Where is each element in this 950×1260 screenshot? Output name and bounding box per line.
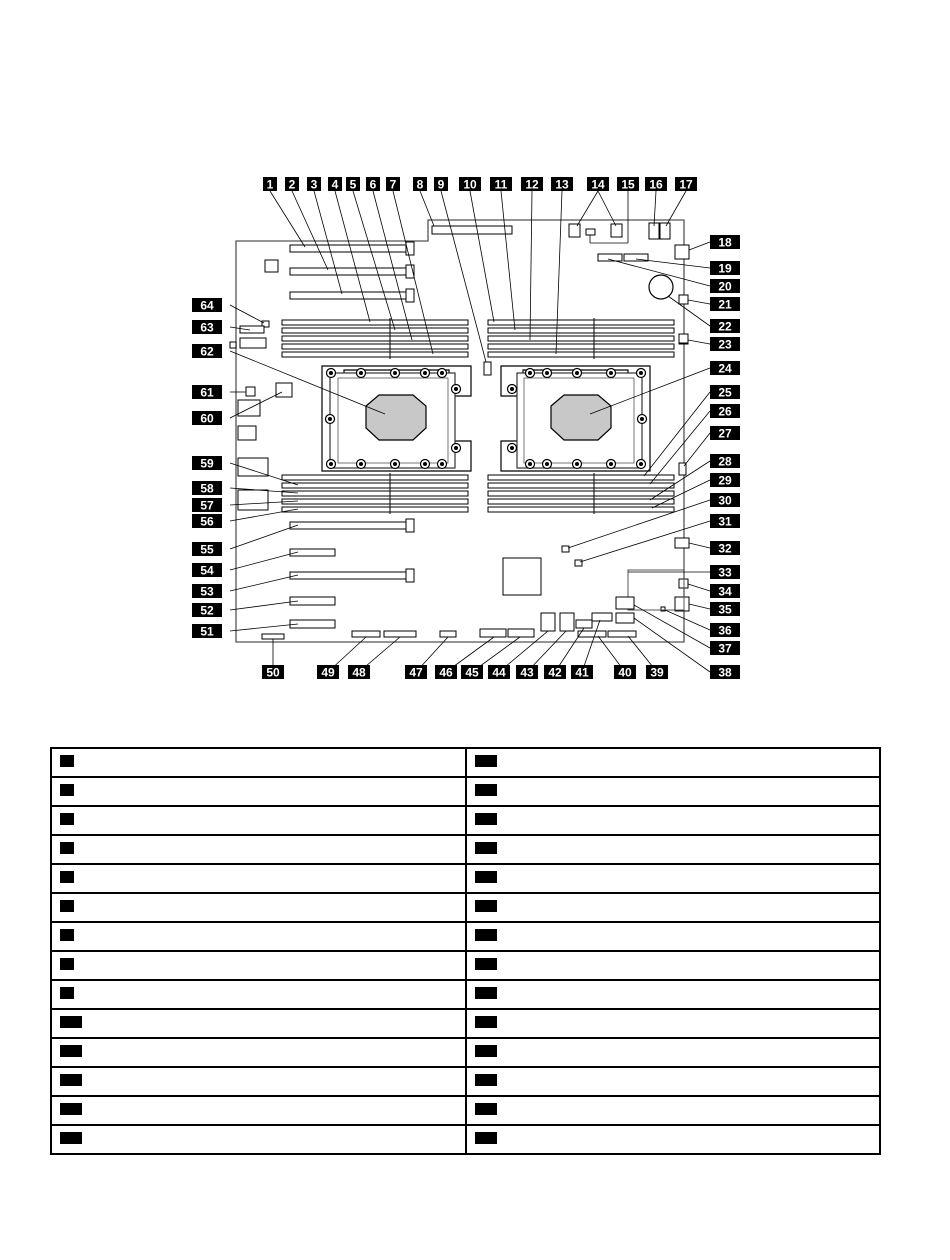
legend-badge-21: [475, 929, 497, 941]
svg-text:15: 15: [621, 177, 635, 192]
callout-51: [192, 624, 222, 639]
legend-cell: [466, 922, 881, 951]
callout-33: [710, 565, 740, 580]
legend-badge-3: [60, 813, 74, 825]
svg-text:45: 45: [465, 665, 479, 680]
legend-badge-26: [475, 1074, 497, 1086]
chipset: [503, 558, 541, 595]
callout-28: [710, 454, 740, 469]
legend-badge-9: [60, 987, 74, 999]
svg-text:58: 58: [200, 481, 214, 496]
legend-badge-7: [60, 929, 74, 941]
callout-27: [710, 426, 740, 441]
legend-row: [51, 893, 880, 922]
legend-cell: [51, 893, 466, 922]
callout-56: [192, 514, 222, 529]
callout-37: [710, 641, 740, 656]
svg-text:5: 5: [349, 177, 357, 192]
svg-text:48: 48: [352, 665, 366, 680]
legend-cell: [466, 777, 881, 806]
callout-41: [571, 665, 593, 680]
svg-text:26: 26: [718, 404, 732, 419]
svg-text:28: 28: [718, 454, 732, 469]
legend-badge-23: [475, 987, 497, 999]
svg-text:44: 44: [492, 665, 506, 680]
svg-text:33: 33: [718, 565, 732, 580]
legend-cell: [51, 980, 466, 1009]
legend-badge-19: [475, 871, 497, 883]
callout-49: [317, 665, 339, 680]
callout-63: [192, 320, 222, 335]
dimm-bank-lower-left: [282, 473, 468, 514]
callout-42: [544, 665, 566, 680]
svg-text:1: 1: [266, 177, 274, 192]
svg-text:9: 9: [437, 177, 445, 192]
svg-text:47: 47: [409, 665, 423, 680]
callout-48: [348, 665, 370, 680]
svg-text:17: 17: [679, 177, 693, 192]
legend-cell: [466, 1067, 881, 1096]
svg-text:42: 42: [548, 665, 562, 680]
svg-text:40: 40: [618, 665, 632, 680]
svg-text:37: 37: [718, 641, 732, 656]
svg-text:11: 11: [494, 177, 508, 192]
svg-text:18: 18: [718, 235, 732, 250]
svg-text:7: 7: [389, 177, 397, 192]
legend-badge-4: [60, 842, 74, 854]
legend-badge-11: [60, 1045, 82, 1057]
svg-text:61: 61: [200, 385, 214, 400]
callout-26: [710, 404, 740, 419]
legend-badge-1: [60, 755, 74, 767]
svg-text:27: 27: [718, 426, 732, 441]
legend-cell: [51, 835, 466, 864]
dimm-bank-upper-left: [282, 318, 468, 359]
svg-text:52: 52: [200, 603, 214, 618]
legend-row: [51, 1038, 880, 1067]
legend-badge-16: [475, 784, 497, 796]
svg-text:16: 16: [649, 177, 663, 192]
callout-15: [617, 177, 639, 192]
svg-text:63: 63: [200, 320, 214, 335]
svg-text:34: 34: [718, 584, 732, 599]
legend-badge-18: [475, 842, 497, 854]
legend-cell: [466, 893, 881, 922]
legend-cell: [51, 1096, 466, 1125]
callout-62: [192, 344, 222, 359]
svg-text:49: 49: [321, 665, 335, 680]
svg-text:38: 38: [718, 665, 732, 680]
battery: [649, 275, 673, 299]
callout-13: [551, 177, 573, 192]
callout-10: [459, 177, 481, 192]
svg-text:36: 36: [718, 623, 732, 638]
svg-text:21: 21: [718, 297, 732, 312]
legend-cell: [466, 980, 881, 1009]
callout-43: [516, 665, 538, 680]
callout-5: [346, 177, 360, 192]
legend-row: [51, 1067, 880, 1096]
callout-64: [192, 298, 222, 313]
callout-8: [413, 177, 427, 192]
callout-34: [710, 584, 740, 599]
cpu-left: [366, 395, 426, 440]
svg-text:59: 59: [200, 456, 214, 471]
callout-16: [645, 177, 667, 192]
legend-row: [51, 951, 880, 980]
svg-text:20: 20: [718, 279, 732, 294]
svg-text:12: 12: [525, 177, 539, 192]
callout-54: [192, 563, 222, 578]
callout-60: [192, 411, 222, 426]
legend-row: [51, 748, 880, 777]
dimm-bank-upper-right: [488, 318, 674, 359]
svg-text:41: 41: [575, 665, 589, 680]
callout-9: [434, 177, 448, 192]
callout-22: [710, 319, 740, 334]
svg-text:46: 46: [439, 665, 453, 680]
callout-40: [614, 665, 636, 680]
legend-cell: [466, 806, 881, 835]
dimm-bank-lower-right: [488, 473, 674, 514]
pcie-slots-top: [290, 242, 414, 302]
svg-text:3: 3: [310, 177, 318, 192]
svg-text:56: 56: [200, 514, 214, 529]
callout-23: [710, 337, 740, 352]
svg-text:53: 53: [200, 584, 214, 599]
legend-badge-27: [475, 1103, 497, 1115]
svg-text:29: 29: [718, 473, 732, 488]
callout-31: [710, 514, 740, 529]
svg-text:55: 55: [200, 542, 214, 557]
callout-61: [192, 385, 222, 400]
callout-30: [710, 493, 740, 508]
legend-badge-15: [475, 755, 497, 767]
callout-44: [488, 665, 510, 680]
callout-53: [192, 584, 222, 599]
legend-cell: [51, 748, 466, 777]
legend-cell: [466, 1009, 881, 1038]
legend-badge-22: [475, 958, 497, 970]
svg-text:39: 39: [650, 665, 664, 680]
callout-25: [710, 385, 740, 400]
callout-3: [307, 177, 321, 192]
svg-text:35: 35: [718, 602, 732, 617]
legend-row: [51, 1009, 880, 1038]
legend-row: [51, 777, 880, 806]
legend-cell: [51, 1009, 466, 1038]
svg-text:24: 24: [718, 361, 732, 376]
callout-7: [386, 177, 400, 192]
legend-cell: [466, 1096, 881, 1125]
callouts-bottom: [262, 665, 668, 680]
legend-row: [51, 835, 880, 864]
svg-text:13: 13: [555, 177, 569, 192]
legend-cell: [466, 864, 881, 893]
svg-text:64: 64: [200, 298, 214, 313]
callout-32: [710, 541, 740, 556]
svg-text:60: 60: [200, 411, 214, 426]
callout-1: [263, 177, 277, 192]
callout-18: [710, 235, 740, 250]
callout-21: [710, 297, 740, 312]
legend-cell: [466, 835, 881, 864]
callout-58: [192, 481, 222, 496]
legend-row: [51, 864, 880, 893]
svg-text:25: 25: [718, 385, 732, 400]
legend-badge-5: [60, 871, 74, 883]
legend-badge-13: [60, 1103, 82, 1115]
callouts-left: [192, 298, 222, 639]
legend-row: [51, 806, 880, 835]
legend-cell: [51, 864, 466, 893]
callout-55: [192, 542, 222, 557]
power-connector-top: [432, 226, 512, 234]
callout-6: [366, 177, 380, 192]
callout-29: [710, 473, 740, 488]
legend-badge-8: [60, 958, 74, 970]
svg-text:31: 31: [718, 514, 732, 529]
svg-text:14: 14: [591, 177, 605, 192]
svg-text:19: 19: [718, 261, 732, 276]
callout-12: [521, 177, 543, 192]
callout-4: [328, 177, 342, 192]
svg-text:10: 10: [463, 177, 477, 192]
callout-24: [710, 361, 740, 376]
callout-38: [710, 665, 740, 680]
legend-cell: [466, 1125, 881, 1154]
legend-badge-10: [60, 1016, 82, 1028]
callout-46: [435, 665, 457, 680]
legend-row: [51, 1096, 880, 1125]
legend-cell: [51, 922, 466, 951]
callout-47: [405, 665, 427, 680]
legend-cell: [51, 777, 466, 806]
svg-text:50: 50: [266, 665, 280, 680]
callout-14: [587, 177, 609, 192]
legend-cell: [51, 1067, 466, 1096]
legend-badge-17: [475, 813, 497, 825]
callout-17: [675, 177, 697, 192]
legend-cell: [51, 806, 466, 835]
callout-36: [710, 623, 740, 638]
svg-text:22: 22: [718, 319, 732, 334]
callout-52: [192, 603, 222, 618]
legend-row: [51, 1125, 880, 1154]
callout-19: [710, 261, 740, 276]
cpu-right: [551, 395, 611, 440]
svg-text:62: 62: [200, 344, 214, 359]
legend-table: [50, 747, 881, 1155]
legend-row: [51, 980, 880, 1009]
callout-59: [192, 456, 222, 471]
callout-11: [490, 177, 512, 192]
callouts-top: [263, 177, 697, 192]
svg-text:4: 4: [331, 177, 339, 192]
legend-cell: [466, 951, 881, 980]
svg-text:32: 32: [718, 541, 732, 556]
legend-badge-20: [475, 900, 497, 912]
callout-39: [646, 665, 668, 680]
legend-badge-14: [60, 1132, 82, 1144]
svg-text:51: 51: [200, 624, 214, 639]
callout-20: [710, 279, 740, 294]
callouts-right: [710, 235, 740, 680]
legend-badge-12: [60, 1074, 82, 1086]
legend-row: [51, 922, 880, 951]
svg-text:54: 54: [200, 563, 214, 578]
callout-57: [192, 498, 222, 513]
svg-text:6: 6: [369, 177, 377, 192]
legend-badge-2: [60, 784, 74, 796]
callout-50: [262, 665, 284, 680]
svg-text:30: 30: [718, 493, 732, 508]
legend-cell: [466, 748, 881, 777]
legend-cell: [51, 951, 466, 980]
legend-cell: [51, 1038, 466, 1067]
legend-badge-25: [475, 1045, 497, 1057]
legend-cell: [51, 1125, 466, 1154]
legend-badge-28: [475, 1132, 497, 1144]
svg-text:43: 43: [520, 665, 534, 680]
callout-35: [710, 602, 740, 617]
callout-45: [461, 665, 483, 680]
legend-cell: [466, 1038, 881, 1067]
callout-2: [285, 177, 299, 192]
svg-text:8: 8: [416, 177, 424, 192]
svg-text:2: 2: [288, 177, 296, 192]
legend-badge-6: [60, 900, 74, 912]
svg-text:57: 57: [200, 498, 214, 513]
legend-badge-24: [475, 1016, 497, 1028]
svg-text:23: 23: [718, 337, 732, 352]
